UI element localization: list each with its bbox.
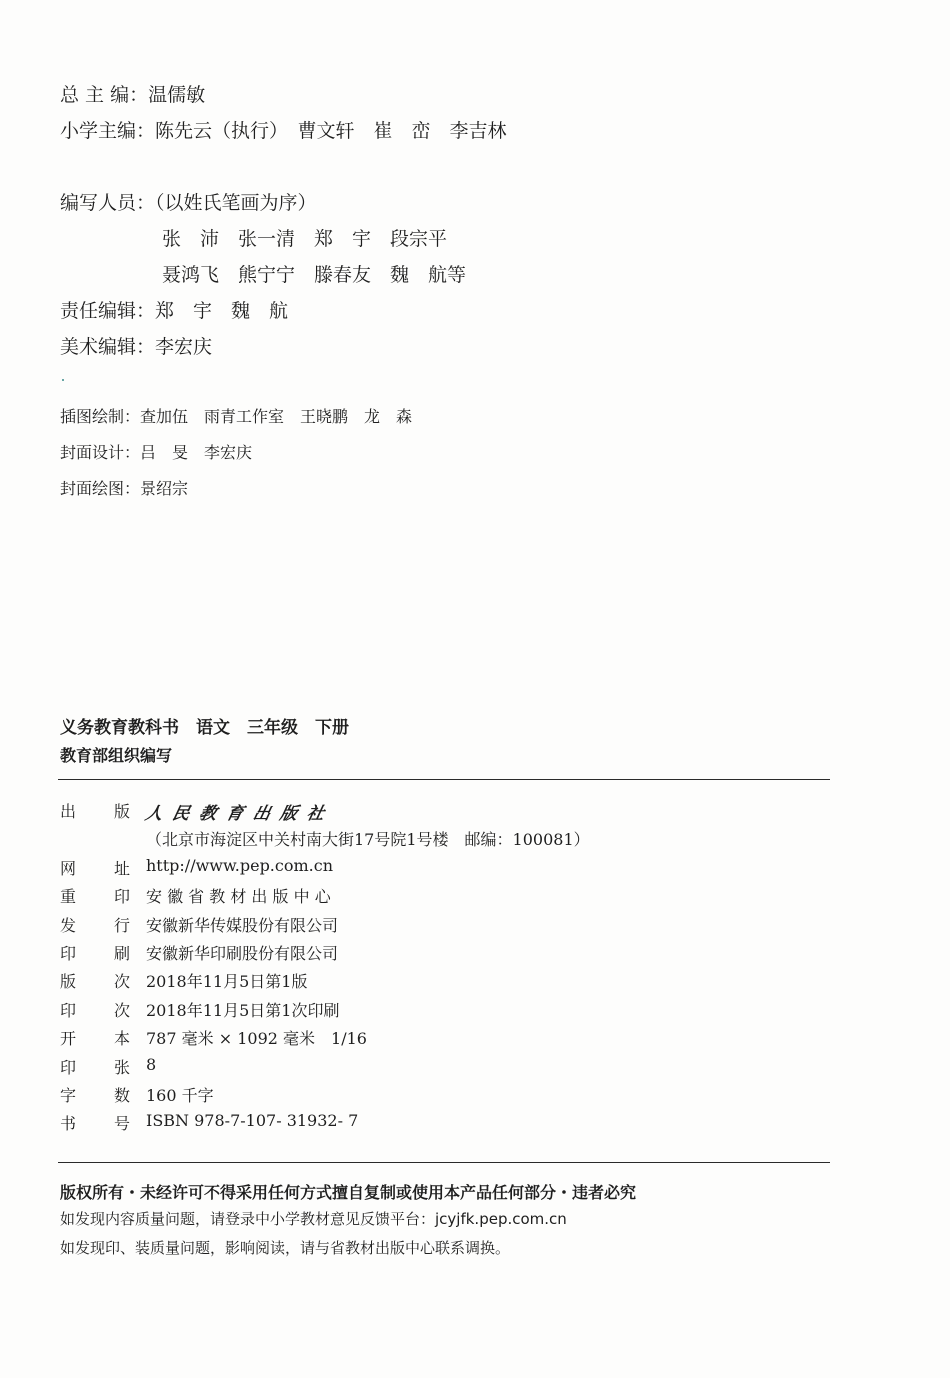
cover-design-row	[60, 440, 252, 463]
writers-list-row1: 张 沛 张一清 郑 宇 段宗平	[162, 228, 448, 250]
pub-label-char: 本	[113, 1029, 130, 1048]
pub-value: 8	[146, 1055, 157, 1074]
cover-drawing-label: 封面绘图：	[60, 479, 141, 498]
pub-label	[60, 884, 130, 907]
pub-label-char: 行	[113, 916, 130, 935]
chief-editor-value: 温儒敏	[148, 84, 206, 106]
pub-label-char: 刷	[113, 944, 130, 963]
speck-mark	[62, 379, 64, 381]
pub-label-char: 开	[60, 1029, 77, 1048]
chief-editor-row	[60, 80, 205, 107]
primary-editor-value: 陈先云（执行） 曹文轩 崔 峦 李吉林	[155, 120, 507, 142]
pub-value: 安徽新华传媒股份有限公司	[146, 916, 339, 935]
pub-label	[60, 856, 130, 879]
responsible-editor-label: 责任编辑：	[60, 300, 156, 322]
pub-label-char: 版	[113, 802, 130, 821]
pub-value: 787 毫米 × 1092 毫米 1/16	[146, 1029, 367, 1048]
pub-value: （北京市海淀区中关村南大街17号院1号楼 邮编：100081）	[146, 830, 590, 849]
pub-label	[60, 1026, 130, 1049]
pub-label-char: 印	[113, 887, 130, 906]
cover-drawing-row	[60, 476, 188, 499]
pub-label	[60, 1083, 130, 1106]
writers-list-row2: 聂鸿飞 熊宁宁 滕春友 魏 航等	[162, 264, 467, 286]
illustration-row	[60, 404, 412, 427]
pub-label	[60, 941, 130, 964]
pub-label-char: 次	[113, 972, 130, 991]
pub-label-char: 印	[60, 1058, 77, 1077]
pub-label-char: 次	[113, 1001, 130, 1020]
chief-editor-label: 总 主 编：	[60, 84, 149, 106]
illustration-label: 插图绘制：	[60, 407, 141, 426]
pub-label	[60, 913, 130, 936]
pub-label	[60, 1111, 130, 1134]
art-editor-value: 李宏庆	[155, 336, 213, 358]
cover-drawing-value: 景绍宗	[140, 479, 189, 498]
cover-design-value: 吕 旻 李宏庆	[140, 443, 253, 462]
quality-content-notice: 如发现内容质量问题，请登录中小学教材意见反馈平台：jcyjfk.pep.com.cn	[60, 1210, 567, 1228]
cover-design-label: 封面设计：	[60, 443, 141, 462]
pub-label-char: 印	[60, 1001, 77, 1020]
pub-label-char: 版	[60, 972, 77, 991]
writers-row	[60, 188, 317, 215]
bottom-divider	[58, 1162, 830, 1163]
pub-label-char: 书	[60, 1114, 77, 1133]
pub-value: 安 徽 省 教 材 出 版 中 心	[146, 887, 331, 906]
pub-label-char: 印	[60, 944, 77, 963]
book-organizer: 教育部组织编写	[60, 746, 173, 765]
art-editor-label: 美术编辑：	[60, 336, 156, 358]
pub-value: 160 千字	[146, 1086, 214, 1105]
pub-value: ISBN 978-7-107- 31932- 7	[146, 1111, 359, 1130]
writers-label: 编写人员：	[60, 192, 156, 214]
pub-label-char: 字	[60, 1086, 77, 1105]
pub-label-char: 张	[113, 1058, 130, 1077]
book-title: 义务教育教科书 语文 三年级 下册	[60, 718, 349, 738]
publisher-name	[143, 799, 329, 824]
illustration-value: 查加伍 雨青工作室 王晓鹏 龙 森	[140, 407, 413, 426]
writers-note: （以姓氏笔画为序）	[155, 192, 317, 214]
responsible-editor-row	[60, 296, 288, 323]
primary-editor-label: 小学主编：	[60, 120, 156, 142]
pub-label-char: 号	[113, 1114, 130, 1133]
pub-value: http://www.pep.com.cn	[146, 856, 334, 875]
copyright-notice: 版权所有・未经许可不得采用任何方式擅自复制或使用本产品任何部分・违者必究	[60, 1183, 637, 1202]
pub-label	[60, 969, 130, 992]
pub-value: 2018年11月5日第1次印刷	[146, 1001, 340, 1020]
pub-label	[60, 799, 130, 822]
pub-label-char: 发	[60, 916, 77, 935]
pub-label-char: 址	[113, 859, 130, 878]
pub-label	[60, 998, 130, 1021]
pub-label-char: 数	[113, 1086, 130, 1105]
pub-label-char: 出	[60, 802, 77, 821]
responsible-editor-value: 郑 宇 魏 航	[155, 300, 289, 322]
quality-print-notice: 如发现印、装质量问题，影响阅读，请与省教材出版中心联系调换。	[60, 1239, 511, 1257]
top-divider	[58, 779, 830, 780]
pub-label-char: 重	[60, 887, 77, 906]
art-editor-row	[60, 332, 212, 359]
pub-label-char: 网	[60, 859, 77, 878]
publisher-script-text: 人 民 教 育 出 版 社	[143, 804, 329, 824]
pub-value: 安徽新华印刷股份有限公司	[146, 944, 339, 963]
pub-value: 2018年11月5日第1版	[146, 972, 308, 991]
primary-editor-row	[60, 116, 507, 143]
pub-label	[60, 1055, 130, 1078]
